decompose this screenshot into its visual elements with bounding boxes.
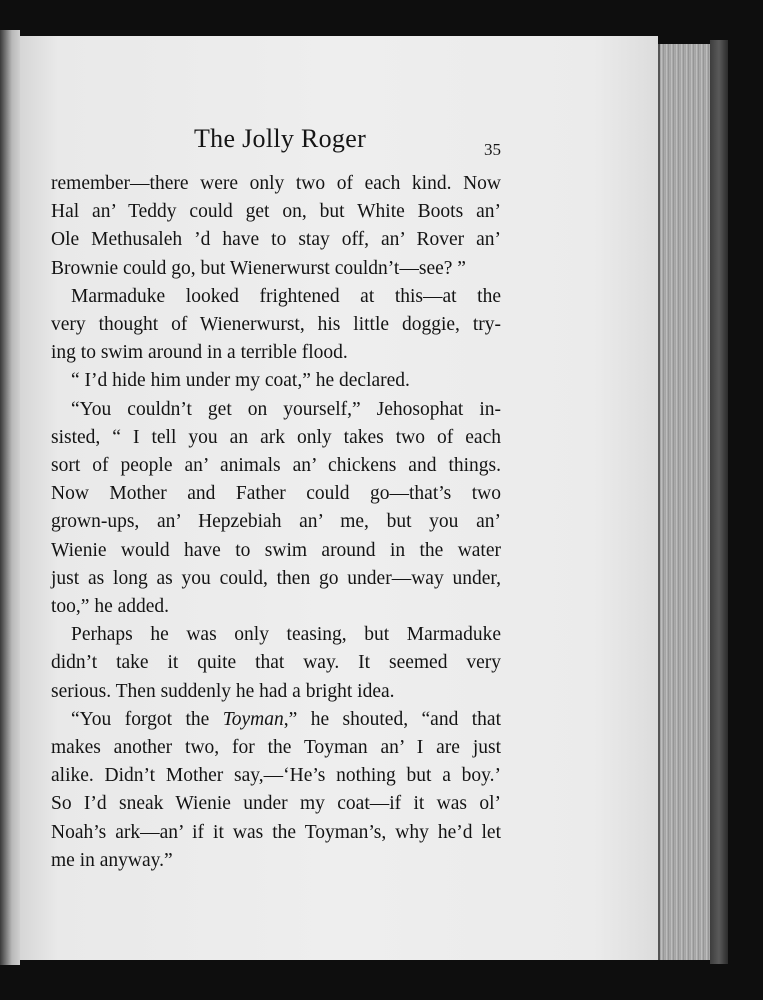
text-line: sisted, “ I tell you an ark only takes two of each — [51, 426, 501, 448]
text-line: remember—there were only two of each kind. Now — [51, 173, 501, 194]
text-line: just as long as you could, then go under—way under, — [51, 567, 501, 589]
text-line: Marmaduke looked frightened at this—at the — [71, 285, 501, 307]
text-line: alike. Didn’t Mother say,—‘He’s nothing but a boy.’ — [51, 765, 501, 787]
text-line: grown-ups, an’ Hepzebiah an’ me, but you an’ — [51, 511, 501, 533]
text-line: Hal an’ Teddy could get on, but White Boots an’ — [51, 201, 501, 223]
book-cover-edge — [710, 40, 728, 964]
text-line: Now Mother and Father could go—that’s two — [51, 483, 501, 505]
text-line: Brownie could go, but Wienerwurst couldn’t—see? ” — [51, 257, 466, 279]
text-line: ing to swim around in a terrible flood. — [51, 342, 348, 364]
body-text — [51, 170, 501, 875]
text-line: didn’t take it quite that way. It seemed very — [51, 652, 501, 674]
text-line: sort of people an’ animals an’ chickens and things. — [51, 455, 501, 477]
text-line: “You couldn’t get on yourself,” Jehosophat in- — [71, 398, 501, 420]
text-line: Noah’s ark—an’ if it was the Toyman’s, why he’d let — [51, 821, 501, 843]
text-line: too,” he added. — [51, 596, 170, 618]
text-line: So I’d sneak Wienie under my coat—if it was ol’ — [51, 793, 501, 815]
text-line: me in anyway.” — [51, 849, 173, 871]
text-line: “You forgot the Toyman,” he shouted, “and that — [71, 708, 501, 730]
text-line: makes another two, for the Toyman an’ I are just — [51, 737, 501, 759]
text-line: Ole Methusaleh ’d have to stay off, an’ Rover an’ — [51, 229, 501, 251]
left-page-edge — [0, 30, 20, 965]
text-line: Perhaps he was only teasing, but Marmaduke — [71, 624, 501, 646]
page-fore-edge — [658, 44, 712, 960]
page-number: 35 — [484, 140, 501, 159]
running-header: The Jolly Roger — [194, 124, 367, 153]
text-line: Wienie would have to swim around in the water — [51, 539, 501, 561]
text-line: “ I’d hide him under my coat,” he declared. — [71, 370, 410, 392]
text-line: serious. Then suddenly he had a bright idea. — [51, 680, 395, 702]
text-line: very thought of Wienerwurst, his little doggie, try- — [51, 314, 501, 336]
